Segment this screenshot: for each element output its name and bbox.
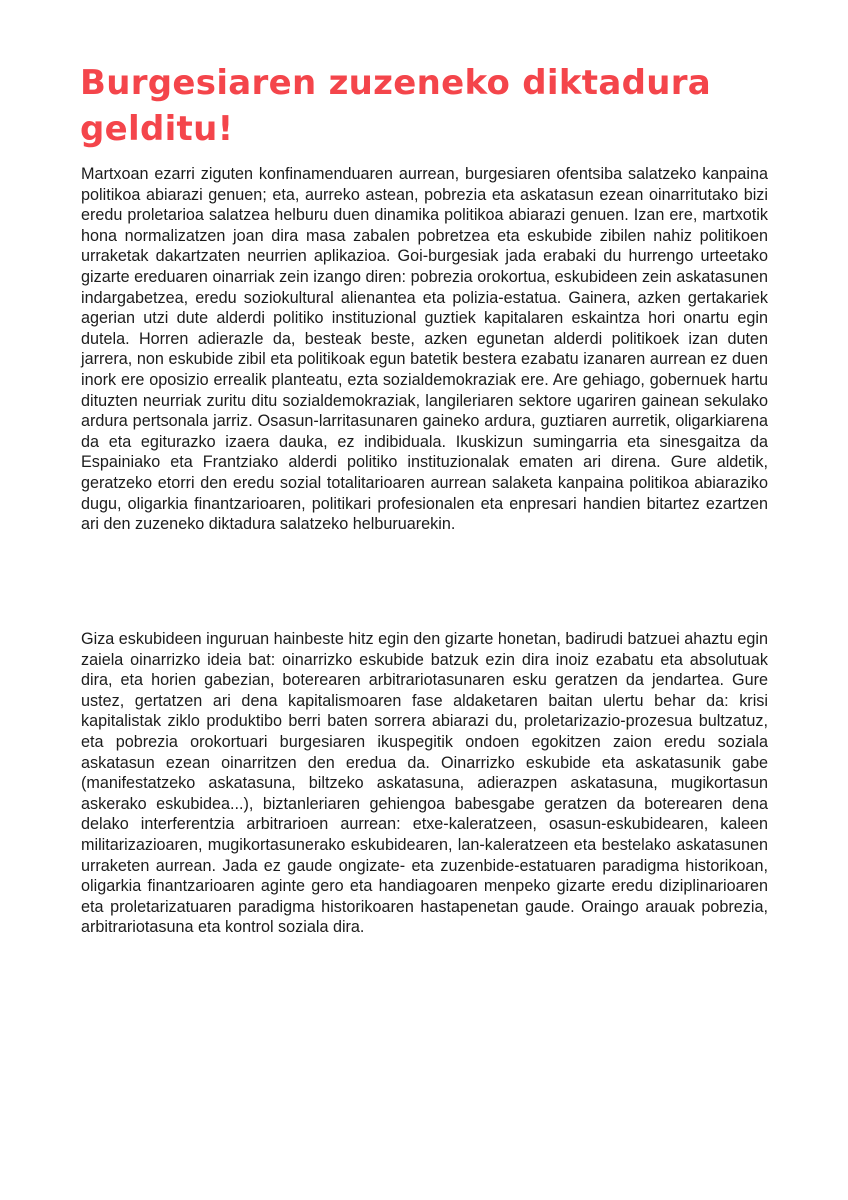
- body-paragraph-2: Giza eskubideen inguruan hainbeste hitz egin den gizarte honetan, badirudi batzuei ahaztu egin zaiela oinarrizko ideia bat: oinarrizko eskubide batzuk ezin dira inoiz ezabatu eta absolutuak dira, eta horien gabezian, boterearen arbitrariotasunaren esku geratzen da jendartea. Gure ustez, gertatzen ari dena kapitalismoaren fase aldaketaren baitan ulertu behar da: krisi kapitalistak ziklo produktibo berri baten sorrera abiarazi du, proletarizazio-prozesua bultzatuz, eta pobrezia orokortuari burgesiaren ikuspegitik ondoen egokitzen zaion eredu soziala askatasun ezean oinarritzen den eredua da. Oinarrizko eskubide eta askatasunik gabe (manifestatzeko askatasuna, biltzeko askatasuna, adierazpen askatasuna, mugikortasun askerako eskubidea...), biztanleriaren gehiengoa babesgabe geratzen da boterearen dena delako interferentzia arbitrarioen aurrean: etxe-kaleratzeen, osasun-eskubidearen, kaleen militarizazioaren, mugikortasunerako eskubidearen, lan-kaleratzeen eta bestelako askatasunen urraketen aurrean. Jada ez gaude ongizate- eta zuzenbide-estatuaren paradigma historikoan, oligarkia finantzarioaren aginte gero eta handiagoaren menpeko gizarte eredu diziplinarioaren eta proletarizatuaren paradigma historikoaren hastapenetan gaude. Oraingo arauak pobrezia, arbitrariotasuna eta kontrol soziala dira.: [81, 630, 768, 937]
- body-paragraph-1: Martxoan ezarri ziguten konfinamenduaren aurrean, burgesiaren ofentsiba salatzeko kanpaina politikoa abiarazi genuen; eta, aurreko astean, pobrezia eta askatasun ezean oinarritutako bizi eredu proletarioa salatzea helburu duen dinamika politikoa abiarazi genuen. Izan ere, martxotik hona normalizatzen joan dira masa zabalen pobretzea eta eskubide zibilen nahiz politikoen urraketak dakartzaten neurrien aplikazioa. Goi-burgesiak jada erabaki du hurrengo urteetako gizarte ereduaren oinarriak zein izango diren: pobrezia orokortua, eskubideen zein askatasunen indargabetzea, eredu soziokultural alienantea eta polizia-estatua. Gainera, azken gertakariek agerian utzi dute alderdi politiko instituzional guztiek kapitalaren eskaintza hori onartu egin dutela. Horren adierazle da, besteak beste, azken egunetan alderdi politikoek izan duten jarrera, non eskubide zibil eta politikoak egun batetik bestera ezabatu izanaren aurrean ez duen inork ere oposizio errealik planteatu, ezta sozialdemokraziak ere. Are gehiago, gobernuek hartu dituzten neurriak zuritu ditu sozialdemokraziak, langileriaren sektore ugariren gainean sekulako ardura pertsonala jarriz. Osasun-larritasunaren gaineko ardura, guztiaren aurretik, oligarkiarena da eta egiturazko izaera dauka, ez indibiduala. Ikuskizun sumingarria eta sinesgaitza da Espainiako eta Frantziako alderdi politiko instituzionalak ematen ari direna. Gure aldetik, geratzeko etorri den eredu sozial totalitarioaren aurrean salaketa kanpaina politikoa abiaraziko dugu, oligarkia finantzarioaren, politikari profesionalen eta enpresari handien bitartez ezartzen ari den zuzeneko diktadura salatzeko helburuarekin.: [81, 165, 768, 534]
- page-title: Burgesiaren zuzeneko diktadura gelditu!: [80, 63, 712, 149]
